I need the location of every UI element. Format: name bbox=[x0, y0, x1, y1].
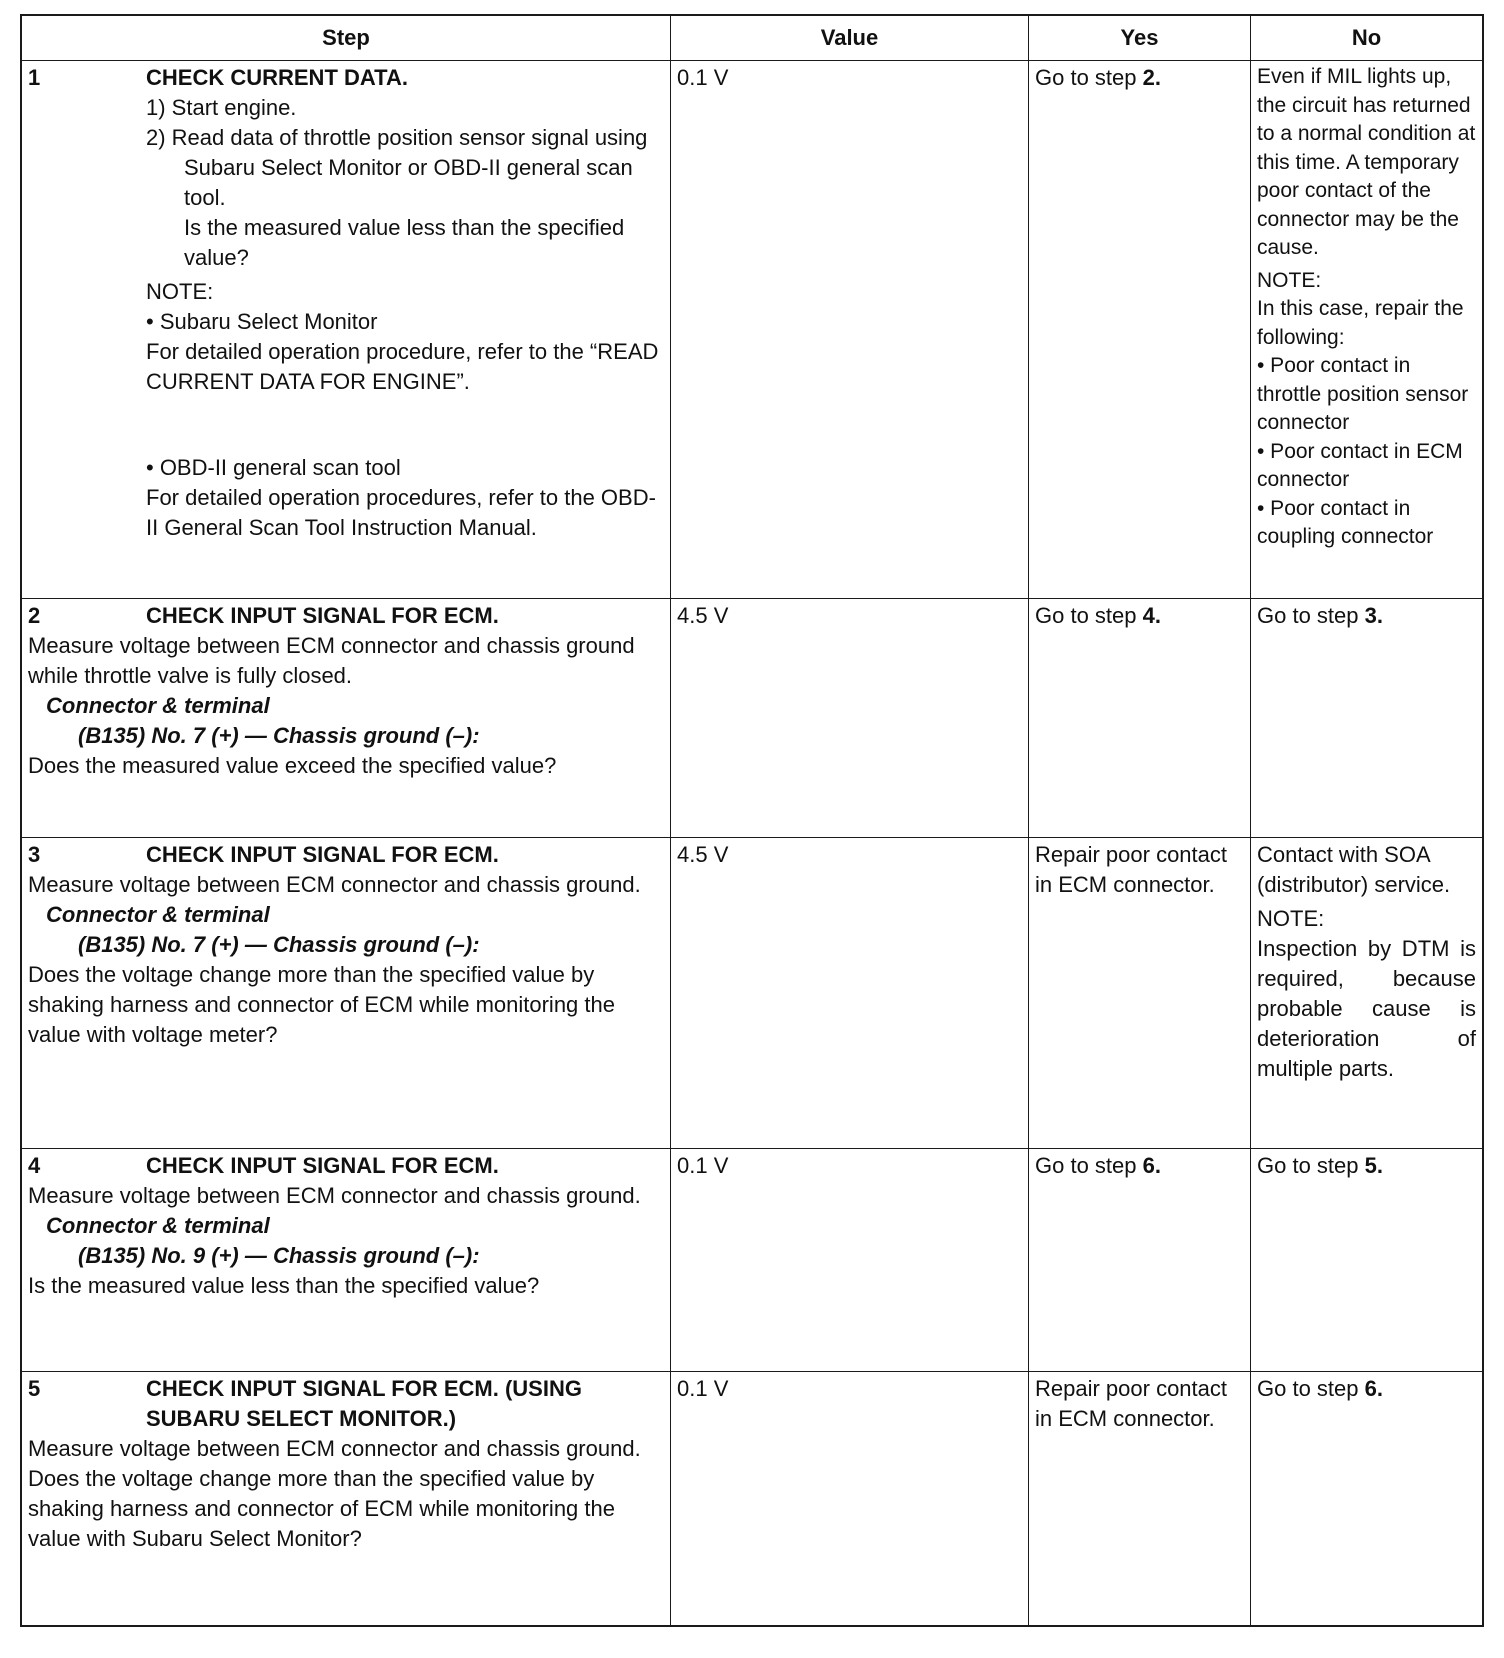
step-cell bbox=[22, 599, 671, 837]
yes-step-link[interactable]: 6. bbox=[1142, 1153, 1161, 1178]
step-text: Measure voltage between ECM connector and chassis ground. bbox=[28, 1183, 641, 1208]
connector-label: Connector & terminal bbox=[46, 693, 270, 718]
no-cell bbox=[1251, 599, 1482, 837]
yes-cell: Repair poor contact in ECM connector. bbox=[1029, 1372, 1251, 1625]
step-text: Measure voltage between ECM connector and chassis ground. bbox=[28, 1436, 641, 1461]
step-question: Does the voltage change more than the specified value by shaking harness and connector of ECM while monitoring the value with Subaru Select Monitor? bbox=[28, 1466, 615, 1551]
no-note-label: NOTE: bbox=[1257, 906, 1325, 931]
step-text: Measure voltage between ECM connector and chassis ground while throttle valve is fully closed. bbox=[28, 633, 635, 688]
step-cell bbox=[22, 1372, 671, 1625]
no-step-link[interactable]: 5. bbox=[1364, 1153, 1383, 1178]
no-cell bbox=[1251, 838, 1482, 1148]
value-cell: 0.1 V bbox=[671, 61, 1029, 598]
connector-terminal: (B135) No. 7 (+) — Chassis ground (–): bbox=[78, 932, 480, 957]
yes-cell bbox=[1029, 599, 1251, 837]
note-title: • OBD-II general scan tool bbox=[146, 455, 401, 480]
yes-cell bbox=[1029, 1149, 1251, 1371]
yes-step-link[interactable]: 2. bbox=[1142, 65, 1161, 90]
table-row bbox=[22, 1372, 1482, 1625]
note-text: For detailed operation procedures, refer to the OBD-II General Scan Tool Instruction Manual. bbox=[146, 485, 656, 540]
no-note-text: In this case, repair the following: bbox=[1257, 297, 1464, 349]
note-label: NOTE: bbox=[146, 279, 214, 304]
yes-cell bbox=[1029, 61, 1251, 598]
connector-label: Connector & terminal bbox=[46, 902, 270, 927]
step-number: 3 bbox=[28, 842, 41, 867]
table-row bbox=[22, 1149, 1482, 1372]
no-text: Go to step bbox=[1257, 1153, 1365, 1178]
table-header-row bbox=[22, 16, 1482, 61]
no-cell bbox=[1251, 1149, 1482, 1371]
step-item: 2) Read data of throttle position sensor signal using Subaru Select Monitor or OBD-II general scan tool. bbox=[146, 125, 648, 210]
no-step-link[interactable]: 3. bbox=[1364, 603, 1383, 628]
no-cell bbox=[1251, 1372, 1482, 1625]
step-cell bbox=[22, 1149, 671, 1371]
table-row bbox=[22, 599, 1482, 838]
step-title: CHECK CURRENT DATA. bbox=[146, 65, 408, 90]
step-title: CHECK INPUT SIGNAL FOR ECM. bbox=[146, 603, 499, 628]
step-question: Is the measured value less than the specified value? bbox=[28, 1273, 540, 1298]
step-title: CHECK INPUT SIGNAL FOR ECM. (USING SUBARU SELECT MONITOR.) bbox=[146, 1376, 582, 1431]
step-number: 4 bbox=[28, 1153, 41, 1178]
yes-text: Go to step bbox=[1035, 65, 1143, 90]
value-cell: 0.1 V bbox=[671, 1149, 1029, 1371]
value-cell: 4.5 V bbox=[671, 599, 1029, 837]
no-note-text: Inspection by DTM is required, because probable cause is deterioration of multiple parts. bbox=[1257, 936, 1476, 1081]
note-title: • Subaru Select Monitor bbox=[146, 309, 378, 334]
yes-text: Go to step bbox=[1035, 1153, 1143, 1178]
no-note-label: NOTE: bbox=[1257, 268, 1322, 292]
step-question: Does the measured value exceed the specified value? bbox=[28, 753, 557, 778]
connector-terminal: (B135) No. 9 (+) — Chassis ground (–): bbox=[78, 1243, 480, 1268]
no-cell bbox=[1251, 61, 1482, 598]
connector-terminal: (B135) No. 7 (+) — Chassis ground (–): bbox=[78, 723, 480, 748]
step-question: Is the measured value less than the specified value? bbox=[184, 215, 625, 270]
yes-text: Go to step bbox=[1035, 603, 1143, 628]
no-list-item: • Poor contact in throttle position sensor connector bbox=[1257, 354, 1469, 434]
no-list-item: • Poor contact in coupling connector bbox=[1257, 496, 1434, 548]
step-title: CHECK INPUT SIGNAL FOR ECM. bbox=[146, 1153, 499, 1178]
yes-cell: Repair poor contact in ECM connector. bbox=[1029, 838, 1251, 1148]
header-step: Step bbox=[22, 16, 671, 60]
step-title: CHECK INPUT SIGNAL FOR ECM. bbox=[146, 842, 499, 867]
step-number: 1 bbox=[28, 65, 41, 90]
step-question: Does the voltage change more than the specified value by shaking harness and connector of ECM while monitoring the value with voltage meter? bbox=[28, 962, 615, 1047]
yes-step-link[interactable]: 4. bbox=[1142, 603, 1161, 628]
header-yes: Yes bbox=[1029, 16, 1251, 60]
no-text: Go to step bbox=[1257, 603, 1365, 628]
connector-label: Connector & terminal bbox=[46, 1213, 270, 1238]
no-step-link[interactable]: 6. bbox=[1364, 1376, 1383, 1401]
step-cell bbox=[22, 838, 671, 1148]
no-text: Contact with SOA (distributor) service. bbox=[1257, 842, 1451, 897]
header-value: Value bbox=[671, 16, 1029, 60]
step-cell bbox=[22, 61, 671, 598]
step-item: 1) Start engine. bbox=[146, 95, 297, 120]
value-cell: 4.5 V bbox=[671, 838, 1029, 1148]
step-text: Measure voltage between ECM connector and chassis ground. bbox=[28, 872, 641, 897]
header-no: No bbox=[1351, 25, 1382, 50]
note-text: For detailed operation procedure, refer to the “READ CURRENT DATA FOR ENGINE”. bbox=[146, 339, 659, 394]
diagnostic-table bbox=[20, 14, 1484, 1627]
value-cell: 0.1 V bbox=[671, 1372, 1029, 1625]
table-row bbox=[22, 61, 1482, 599]
step-number: 2 bbox=[28, 603, 41, 628]
no-text: Even if MIL lights up, the circuit has returned to a normal condition at this time. A temporary poor contact of the connector may be the cause. bbox=[1257, 65, 1476, 259]
table-row bbox=[22, 838, 1482, 1149]
step-number: 5 bbox=[28, 1376, 41, 1401]
no-text: Go to step bbox=[1257, 1376, 1365, 1401]
no-list-item: • Poor contact in ECM connector bbox=[1257, 439, 1463, 491]
